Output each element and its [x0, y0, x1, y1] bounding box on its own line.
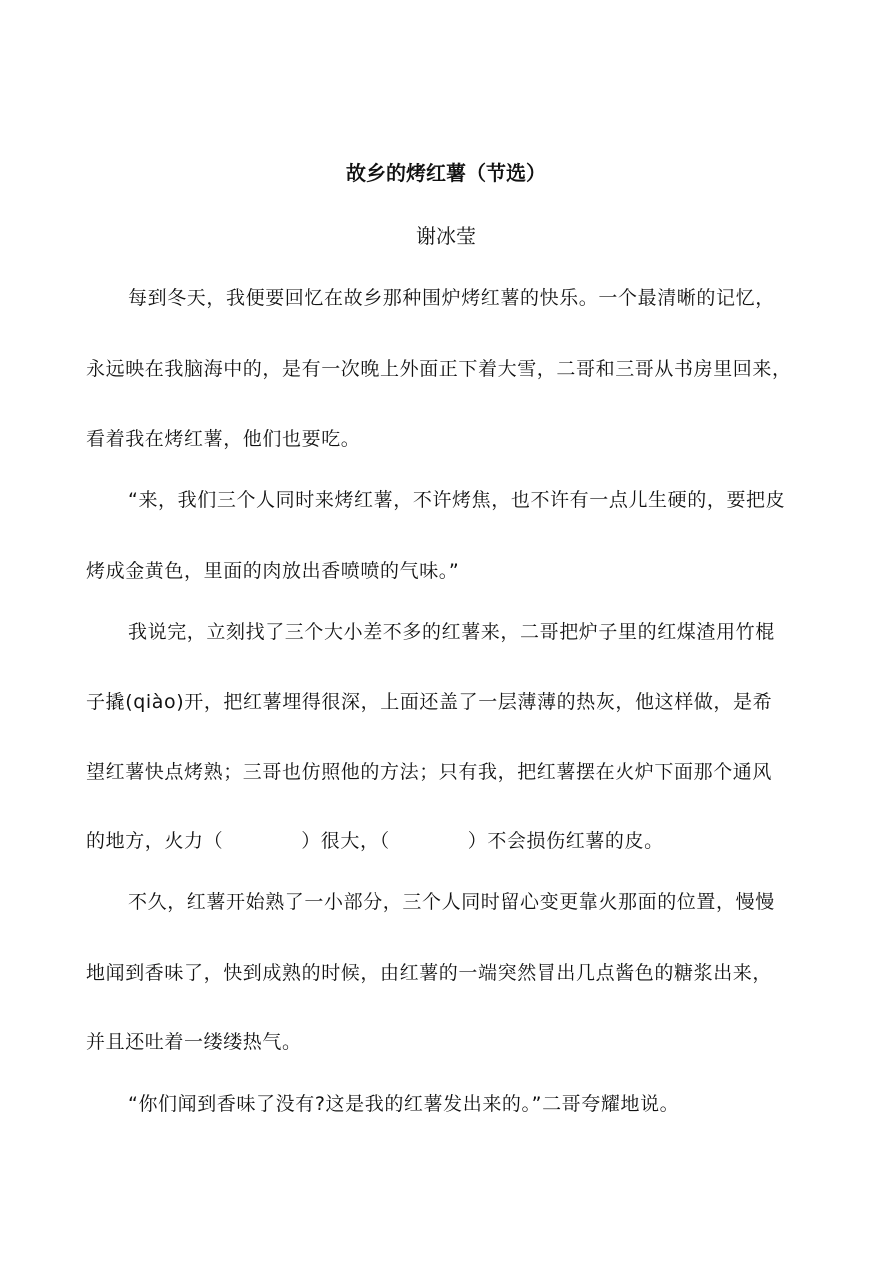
paragraph-line: 每到冬天，我便要回忆在故乡那种围炉烤红薯的快乐。一个最清晰的记忆，	[128, 287, 775, 309]
paragraph-line: 并且还吐着一缕缕热气。	[86, 1031, 302, 1053]
fill-blank-text-3: ）不会损伤红薯的皮。	[467, 830, 664, 852]
paragraph-line: 烤成金黄色，里面的肉放出香喷喷的气味。”	[86, 560, 460, 582]
paragraph-line: “来，我们三个人同时来烤红薯，不许烤焦，也不许有一点儿生硬的，要把皮	[128, 489, 786, 511]
fill-blank-text-2: ）很大，（	[301, 830, 390, 852]
paragraph-line: 看着我在烤红薯，他们也要吃。	[86, 428, 361, 450]
paragraph-line: 望红薯快点烤熟；三哥也仿照他的方法；只有我，把红薯摆在火炉下面那个通风	[86, 761, 773, 783]
paragraph-line: 子撬(qiào)开，把红薯埋得很深，上面还盖了一层薄薄的热灰，他这样做，是希	[86, 691, 773, 713]
paragraph-line: 永远映在我脑海中的，是有一次晚上外面正下着大雪，二哥和三哥从书房里回来，	[86, 358, 792, 380]
document-author: 谢冰莹	[416, 224, 476, 248]
fill-blank-line	[86, 826, 826, 856]
paragraph-line: 不久，红薯开始熟了一小部分，三个人同时留心变更靠火那面的位置，慢慢	[128, 891, 775, 913]
document-title: 故乡的烤红薯（节选）	[346, 161, 546, 185]
paragraph-line: 地闻到香味了，快到成熟的时候，由红薯的一端突然冒出几点酱色的糖浆出来，	[86, 962, 773, 984]
fill-blank-text-1: 的地方，火力（	[86, 830, 224, 852]
paragraph-line: 我说完，立刻找了三个大小差不多的红薯来，二哥把炉子里的红煤渣用竹棍	[128, 621, 775, 643]
paragraph-line: “你们闻到香味了没有?这是我的红薯发出来的。”二哥夸耀地说。	[128, 1093, 680, 1115]
